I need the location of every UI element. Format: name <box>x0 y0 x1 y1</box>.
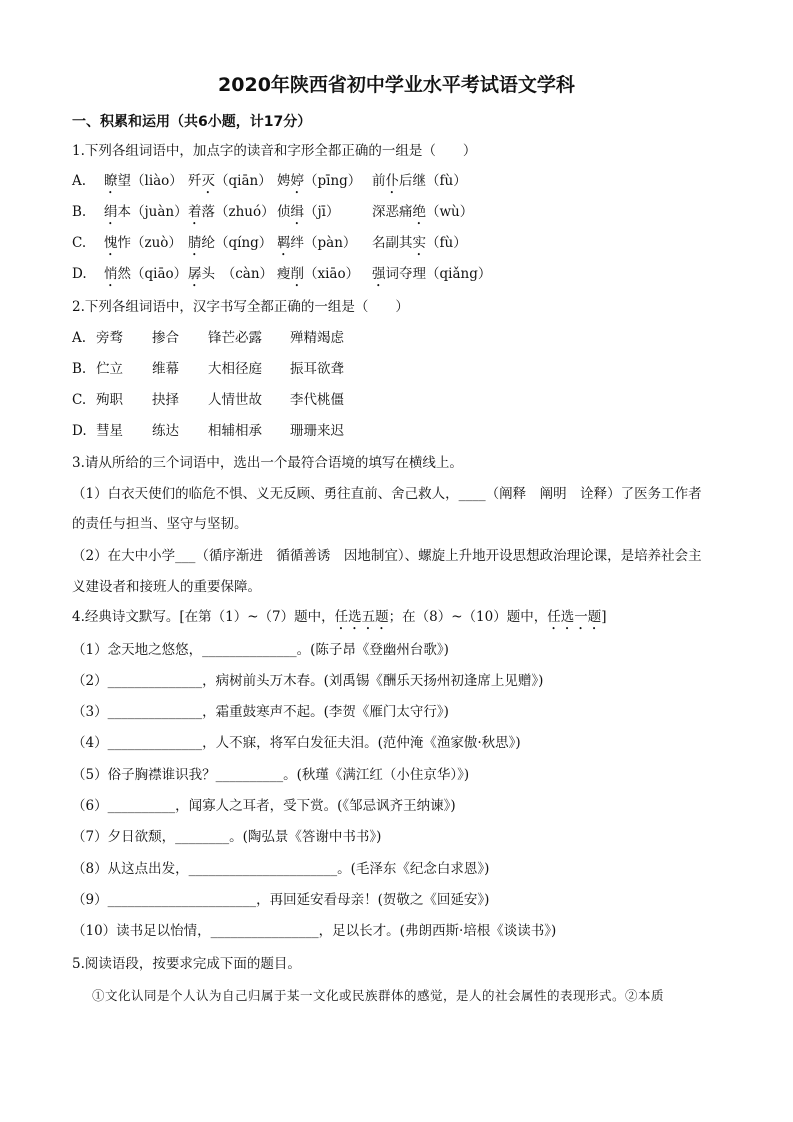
word-suffix: 怍（zuò） <box>117 235 182 251</box>
q4-stem <box>72 607 607 633</box>
word-suffix: 纶（qíng） <box>201 235 273 251</box>
q1-option-letter: C. <box>72 235 87 251</box>
word-suffix: （wù） <box>426 204 474 220</box>
word-suffix: 后继（fù） <box>399 173 467 189</box>
q2-option-word: 锋芒必露 <box>208 330 262 346</box>
word-suffix: 望（liào） <box>117 173 183 189</box>
emphasized-char: 悄 <box>104 266 118 282</box>
q1-option-word <box>372 171 467 197</box>
q4-stem-emph2: 任选一题 <box>547 609 602 625</box>
emphasized-char: 绢 <box>104 204 118 220</box>
q1-option-word <box>372 264 491 290</box>
q2-option-word: 珊珊来迟 <box>290 423 344 439</box>
q3-part1-line1: （1）白衣天使们的临危不惧、义无反顾、勇往直前、舍己救人，____（阐释 阐明 诠释）了医务工作者 <box>72 486 702 502</box>
word-suffix: （qiān） <box>215 173 272 189</box>
word-suffix: 本（juàn） <box>117 204 188 220</box>
word-suffix: 头 （càn） <box>201 266 274 282</box>
q2-option-word: 大相径庭 <box>208 361 262 377</box>
q2-option-letter: A. <box>72 330 87 346</box>
q2-option-word: 伫立 <box>96 361 123 377</box>
q1-option-word <box>277 171 361 197</box>
word-suffix: （jī） <box>304 204 340 220</box>
section-heading: 一、积累和运用（共6小题，计17分） <box>72 114 312 130</box>
q4-fill-line: （8）从这点出发，______________________。(毛泽东《纪念白求恩》) <box>72 861 490 877</box>
emphasized-char: 婷 <box>290 173 304 189</box>
q4-stem-emph1: 任选五题 <box>334 609 389 625</box>
emphasized-char: 削 <box>290 266 304 282</box>
q2-option-letter: D. <box>72 423 87 439</box>
q3-part1-line2: 的责任与担当、坚守与坚韧。 <box>72 516 248 532</box>
q2-option-word: 抉择 <box>152 392 179 408</box>
q2-option-word: 振耳欲聋 <box>290 361 344 377</box>
q1-option-word <box>372 233 467 259</box>
q3-stem: 3.请从所给的三个词语中，选出一个最符合语境的填写在横线上。 <box>72 455 463 471</box>
q4-fill-line: （1）念天地之悠悠，______________。(陈子昂《登幽州台歌》) <box>72 642 449 658</box>
q4-fill-line: （9）______________________，再回延安看母亲！(贺敬之《回延安》) <box>72 892 490 908</box>
q3-part2-line1: （2）在大中小学___（循序渐进 循循善诱 因地制宜）、螺旋上升地开设思想政治理论课，是培养社会主 <box>72 548 702 564</box>
word-suffix: 落（zhuó） <box>201 204 275 220</box>
word-suffix: 词夺理（qiǎng） <box>385 266 492 282</box>
q4-fill-line: （2）______________，病树前头万木春。(刘禹锡《酬乐天扬州初逢席上见赠》) <box>72 673 544 689</box>
q1-option-word <box>277 264 359 290</box>
word-prefix: 侦 <box>277 204 291 220</box>
q1-option-letter: B. <box>72 204 87 220</box>
emphasized-char: 孱 <box>188 266 202 282</box>
q4-stem-mid: ；在（8）~（10）题中， <box>388 609 548 625</box>
q2-option-word: 彗星 <box>96 423 123 439</box>
word-prefix: 深恶痛 <box>372 204 413 220</box>
q2-option-word: 殉职 <box>96 392 123 408</box>
q2-option-word: 掺合 <box>152 330 179 346</box>
q1-option-word <box>104 202 188 228</box>
q1-option-word <box>188 202 275 228</box>
word-suffix: （fù） <box>426 235 467 251</box>
emphasized-char: 缉 <box>290 204 304 220</box>
q2-option-word: 李代桃僵 <box>290 392 344 408</box>
q1-option-word <box>277 202 340 228</box>
emphasized-char: 瞭 <box>104 173 118 189</box>
word-prefix: 歼 <box>188 173 202 189</box>
word-prefix: 前 <box>372 173 386 189</box>
emphasized-char: 灭 <box>201 173 215 189</box>
page-title: 2020年陕西省初中学业水平考试语文学科 <box>218 74 575 96</box>
q4-stem-post: ] <box>601 609 607 625</box>
q1-option-word <box>277 233 356 259</box>
q2-option-word: 相辅相承 <box>208 423 262 439</box>
q2-option-word: 练达 <box>152 423 179 439</box>
q1-stem: 1.下列各组词语中，加点字的读音和字形全都正确的一组是（ ） <box>72 143 477 159</box>
q4-fill-line: （10）读书足以怡情，________________，足以长才。(弗朗西斯·培根《谈读书》) <box>72 923 557 939</box>
q2-option-word: 维幕 <box>152 361 179 377</box>
q2-stem: 2.下列各组词语中，汉字书写全都正确的一组是（ ） <box>72 299 409 315</box>
word-prefix: 名副其 <box>372 235 413 251</box>
q4-fill-line: （6）__________，闻寡人之耳者，受下赏。(《邹忌讽齐王纳谏》) <box>72 798 456 814</box>
emphasized-char: 愧 <box>104 235 118 251</box>
q1-option-word <box>188 171 272 197</box>
emphasized-char: 着 <box>188 204 202 220</box>
q2-option-word: 旁骛 <box>96 330 123 346</box>
word-prefix: 娉 <box>277 173 291 189</box>
q3-part2-line2: 义建设者和接班人的重要保障。 <box>72 579 261 595</box>
word-suffix: （xiāo） <box>304 266 360 282</box>
emphasized-char: 绝 <box>412 204 426 220</box>
q2-option-word: 殚精竭虑 <box>290 330 344 346</box>
q1-option-word <box>188 264 273 290</box>
q1-option-word <box>104 171 183 197</box>
word-suffix: 绊（pàn） <box>290 235 357 251</box>
emphasized-char: 羁 <box>277 235 291 251</box>
q2-option-word: 人情世故 <box>208 392 262 408</box>
q2-option-letter: C. <box>72 392 87 408</box>
q2-option-letter: B. <box>72 361 87 377</box>
q4-fill-line: （3）______________，霜重鼓寒声不起。(李贺《雁门太守行》) <box>72 704 449 720</box>
emphasized-char: 实 <box>412 235 426 251</box>
q1-option-word <box>104 264 187 290</box>
q5-stem: 5.阅读语段，按要求完成下面的题目。 <box>72 956 301 972</box>
q4-stem-pre: 4.经典诗文默写。[在第（1）~（7）题中， <box>72 609 335 625</box>
word-suffix: 然（qiāo） <box>117 266 188 282</box>
q1-option-letter: A. <box>72 173 87 189</box>
q1-option-letter: D. <box>72 266 87 282</box>
q1-option-word <box>372 202 473 228</box>
emphasized-char: 仆 <box>385 173 399 189</box>
q4-fill-line: （5）俗子胸襟谁识我？__________。(秋瑾《满江红（小住京华）》) <box>72 767 470 783</box>
q4-fill-line: （4）______________，人不寐，将军白发征夫泪。(范仲淹《渔家傲·秋思》) <box>72 735 521 751</box>
q5-passage: ①文化认同是个人认为自己归属于某一文化或民族群体的感觉，是人的社会属性的表现形式。②本质 <box>92 988 665 1003</box>
q4-fill-line: （7）夕日欲颓，________。(陶弘景《答谢中书书》) <box>72 829 382 845</box>
word-prefix: 瘦 <box>277 266 291 282</box>
word-suffix: （pīng） <box>304 173 362 189</box>
emphasized-char: 强 <box>372 266 386 282</box>
emphasized-char: 腈 <box>188 235 202 251</box>
q1-option-word <box>188 233 272 259</box>
q1-option-word <box>104 233 182 259</box>
